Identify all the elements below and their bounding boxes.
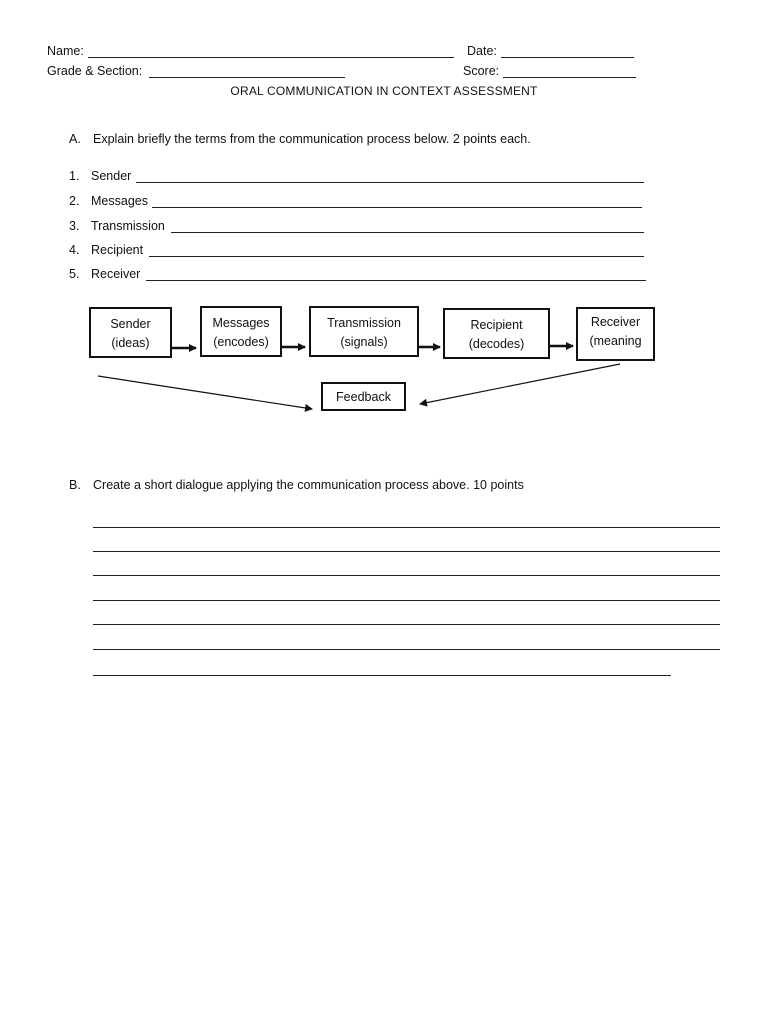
arrow-sender-feedback [98,376,312,409]
dialogue-line-5[interactable] [93,624,720,625]
answer-line-1[interactable] [136,182,644,183]
question-term: Transmission [91,219,165,233]
feedback-box [321,382,406,411]
grade-section-label: Grade & Section: [47,64,143,78]
box-title: Transmission [327,316,401,330]
question-number: 5. [69,267,80,281]
date-label: Date: [467,44,497,58]
question-term: Sender [91,169,132,183]
dialogue-line-3[interactable] [93,575,720,576]
answer-line-5[interactable] [146,280,646,281]
box-subtitle: (ideas) [111,336,150,350]
question-item-5 [69,267,140,281]
box-subtitle: (meaning [589,334,642,348]
box-title: Receiver [590,315,641,329]
recipient-box [443,308,550,359]
box-title: Messages [212,316,270,330]
question-term: Messages [91,194,148,208]
dialogue-line-6[interactable] [93,649,720,650]
name-label: Name: [47,44,84,58]
question-number: 4. [69,243,80,257]
part-b-instruction: Create a short dialogue applying the communication process above. 10 points [93,478,524,492]
score-label: Score: [463,64,500,78]
question-term: Receiver [91,267,141,281]
grade-section-field[interactable] [149,77,345,78]
sender-box [89,307,172,358]
part-b-letter: B. [69,478,81,492]
question-number: 2. [69,194,80,208]
messages-box [200,306,282,357]
page-title: ORAL COMMUNICATION IN CONTEXT ASSESSMENT [230,84,538,98]
box-subtitle: (decodes) [468,337,525,351]
dialogue-line-7[interactable] [93,675,671,676]
question-item-4 [69,243,143,257]
part-a-instruction: Explain briefly the terms from the communication process below. 2 points each. [93,132,531,146]
box-subtitle: (signals) [340,335,388,349]
name-field[interactable] [88,57,454,58]
question-number: 3. [69,219,80,233]
arrow-receiver-feedback [420,364,620,404]
answer-line-2[interactable] [152,207,642,208]
score-field[interactable] [503,77,636,78]
dialogue-line-4[interactable] [93,600,720,601]
box-title: Recipient [470,318,523,332]
question-item-2 [69,194,148,208]
box-subtitle: (encodes) [213,335,269,349]
answer-line-4[interactable] [149,256,644,257]
box-title: Sender [110,317,151,331]
question-number: 1. [69,169,80,183]
answer-line-3[interactable] [171,232,644,233]
date-field[interactable] [501,57,634,58]
question-item-1 [69,169,131,183]
receiver-box [576,307,655,361]
part-a-letter: A. [69,132,81,146]
box-title: Feedback [336,390,391,404]
question-item-3 [69,219,165,233]
transmission-box [309,306,419,357]
dialogue-line-2[interactable] [93,551,720,552]
question-term: Recipient [91,243,144,257]
dialogue-line-1[interactable] [93,527,720,528]
